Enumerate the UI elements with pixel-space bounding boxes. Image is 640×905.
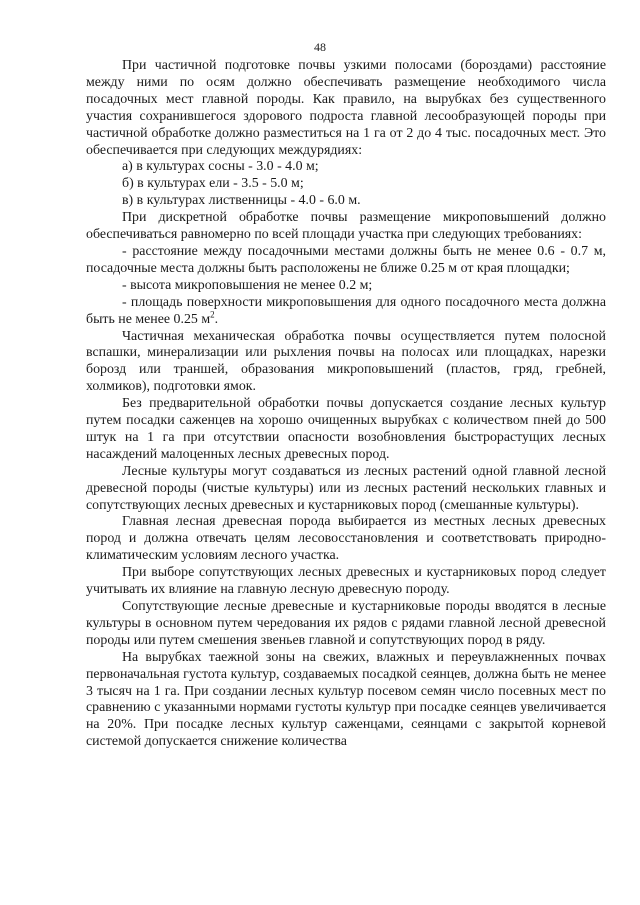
document-body [86,58,606,751]
paragraph: На вырубках таежной зоны на свежих, влажных и переувлажненных почвах первоначальная густота культур, создаваемых посадкой сеянцев, должна быть не менее 3 тысяч на 1 га. При создании лесных культур посевом семян число посевных мест по сравнению с указанными нормами густоты культур при посадке сеянцев увеличивается на 20%. При посадке лесных культур саженцами, сеянцами с закрытой корневой системой допускается снижение количества [86,649,606,750]
superscript: 2 [210,308,215,319]
paragraph: Частичная механическая обработка почвы осуществляется путем полосной вспашки, минерализации или рыхления почвы на полосах или площадках, нарезки борозд или траншей, образования микроповышений (пластов, гряд, гребней, холмиков), подготовки ямок. [86,328,606,395]
paragraph: При частичной подготовке почвы узкими полосами (бороздами) расстояние между ними по осям должно обеспечивать размещение необходимого числа посадочных мест главной породы. Как правило, на вырубках без существенного участия сохранившегося здорового подроста главной лесообразующей породы при частичной обработке должно разместиться на 1 га от 2 до 4 тыс. посадочных мест. Это обеспечивается при следующих междурядиях: [86,58,606,158]
list-item: - расстояние между посадочными местами должны быть не менее 0.6 - 0.7 м, посадочные места должны быть расположены не ближе 0.25 м от края площадки; [86,243,606,276]
paragraph: При выборе сопутствующих лесных древесных и кустарниковых пород следует учитывать их влияние на главную лесную древесную породу. [86,565,606,598]
list-item: - площадь поверхности микроповышения для одного посадочного места должна быть не менее 0.25 $м^2$. [86,294,606,327]
list-item: б) в культурах ели - 3.5 - 5.0 м; [122,176,304,192]
list-item: - высота микроповышения не менее 0.2 м; [122,277,373,293]
page-number: 48 [314,40,326,54]
paragraph: Без предварительной обработки почвы допускается создание лесных культур путем посадки саженцев на хорошо очищенных вырубках с количеством пней до 500 штук на 1 га при отсутствии опасности возобновления быстрорастущих лесных насаждений малоценных лесных древесных пород. [86,396,606,462]
paragraph: При дискретной обработке почвы размещение микроповышений должно обеспечиваться равномерно по всей площади участка при следующих требованиях: [86,210,606,243]
list-item: а) в культурах сосны - 3.0 - 4.0 м; [122,159,319,175]
paragraph: Главная лесная древесная порода выбирается из местных лесных древесных пород и должна отвечать целям лесовосстановления и соответствовать природно-климатическим условиям лесного участка. [86,514,606,564]
paragraph: Сопутствующие лесные древесные и кустарниковые породы вводятся в лесные культуры в основном путем чередования их рядов с рядами главной лесной древесной породы или путем смешения звеньев главной и сопутствующих пород в ряду. [86,599,606,648]
list-item: в) в культурах лиственницы - 4.0 - 6.0 м. [122,193,361,209]
paragraph: Лесные культуры могут создаваться из лесных растений одной главной лесной древесной породы (чистые культуры) или из лесных растений нескольких главных и сопутствующих лесных древесных и кустарниковых пород (смешанные культуры). [86,463,606,513]
